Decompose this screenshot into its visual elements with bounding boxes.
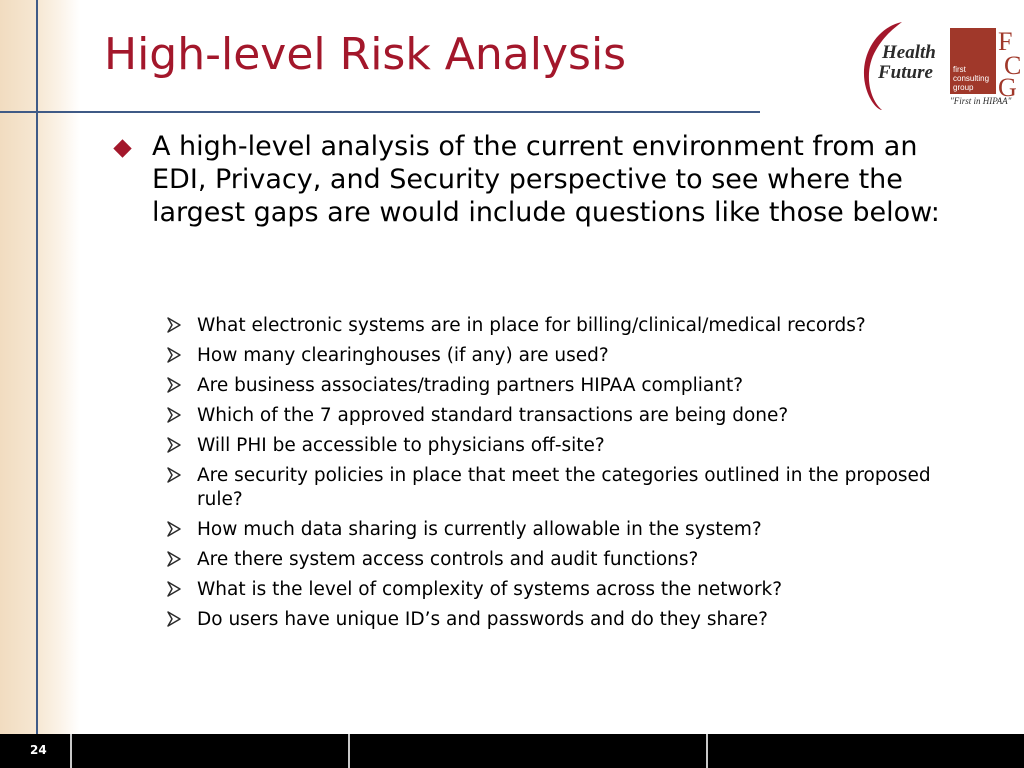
- health-future-fcg-logo: [856, 18, 1024, 114]
- arrow-bullet-icon: [166, 316, 182, 334]
- arrow-bullet-icon: [166, 436, 182, 454]
- slide-title: High-level Risk Analysis: [104, 29, 627, 80]
- list-item-text: Do users have unique ID’s and passwords and do they share?: [197, 609, 768, 630]
- logo-firm-line-1: first: [953, 65, 966, 74]
- list-item: [166, 548, 946, 572]
- list-item: [166, 464, 946, 512]
- logo-tagline: "First in HIPAA": [950, 96, 1012, 106]
- list-item-text: How much data sharing is currently allowable in the system?: [197, 519, 762, 540]
- logo-monogram-c: C: [1004, 51, 1022, 80]
- arrow-bullet-icon: [166, 520, 182, 538]
- logo-future-text: Future: [878, 62, 933, 83]
- list-item-text: How many clearinghouses (if any) are used?: [197, 345, 609, 366]
- arrow-bullet-icon: [166, 580, 182, 598]
- list-item-text: Are there system access controls and audit functions?: [197, 549, 699, 570]
- list-item: [166, 578, 946, 602]
- footer-divider: [706, 734, 708, 768]
- list-item-text: Are security policies in place that meet the categories outlined in the proposed rule?: [197, 465, 931, 510]
- list-item-text: Will PHI be accessible to physicians off-site?: [197, 435, 605, 456]
- logo-monogram-f: F: [998, 27, 1013, 56]
- logo-monogram-g: G: [998, 73, 1017, 102]
- arrow-bullet-icon: [166, 550, 182, 568]
- arrow-bullet-icon: [166, 466, 182, 484]
- logo-firm-line-3: group: [953, 83, 974, 92]
- footer-bar: [0, 734, 1024, 768]
- arrow-bullet-icon: [166, 610, 182, 628]
- list-item: [166, 518, 946, 542]
- diamond-bullet-icon: [113, 139, 131, 157]
- list-item-text: Are business associates/trading partners HIPAA compliant?: [197, 375, 744, 396]
- list-item: [166, 374, 946, 398]
- title-underline-rule: [0, 111, 760, 113]
- questions-list: [166, 314, 946, 638]
- footer-divider: [70, 734, 72, 768]
- logo-health-text: Health: [882, 42, 936, 63]
- page-number: 24: [30, 743, 47, 757]
- main-bullet-text: A high-level analysis of the current environment from an EDI, Privacy, and Security perspective to see where the largest gaps are would include questions like those below:: [152, 131, 940, 228]
- list-item: [166, 404, 946, 428]
- list-item-text: Which of the 7 approved standard transactions are being done?: [197, 405, 789, 426]
- arrow-bullet-icon: [166, 376, 182, 394]
- footer-divider: [348, 734, 350, 768]
- list-item: [166, 434, 946, 458]
- list-item: [166, 608, 946, 632]
- list-item-text: What electronic systems are in place for billing/clinical/medical records?: [197, 315, 866, 336]
- logo-firm-line-2: consulting: [953, 74, 990, 83]
- list-item: [166, 314, 946, 338]
- main-bullet: [116, 130, 946, 229]
- list-item: [166, 344, 946, 368]
- list-item-text: What is the level of complexity of systems across the network?: [197, 579, 783, 600]
- arrow-bullet-icon: [166, 406, 182, 424]
- arrow-bullet-icon: [166, 346, 182, 364]
